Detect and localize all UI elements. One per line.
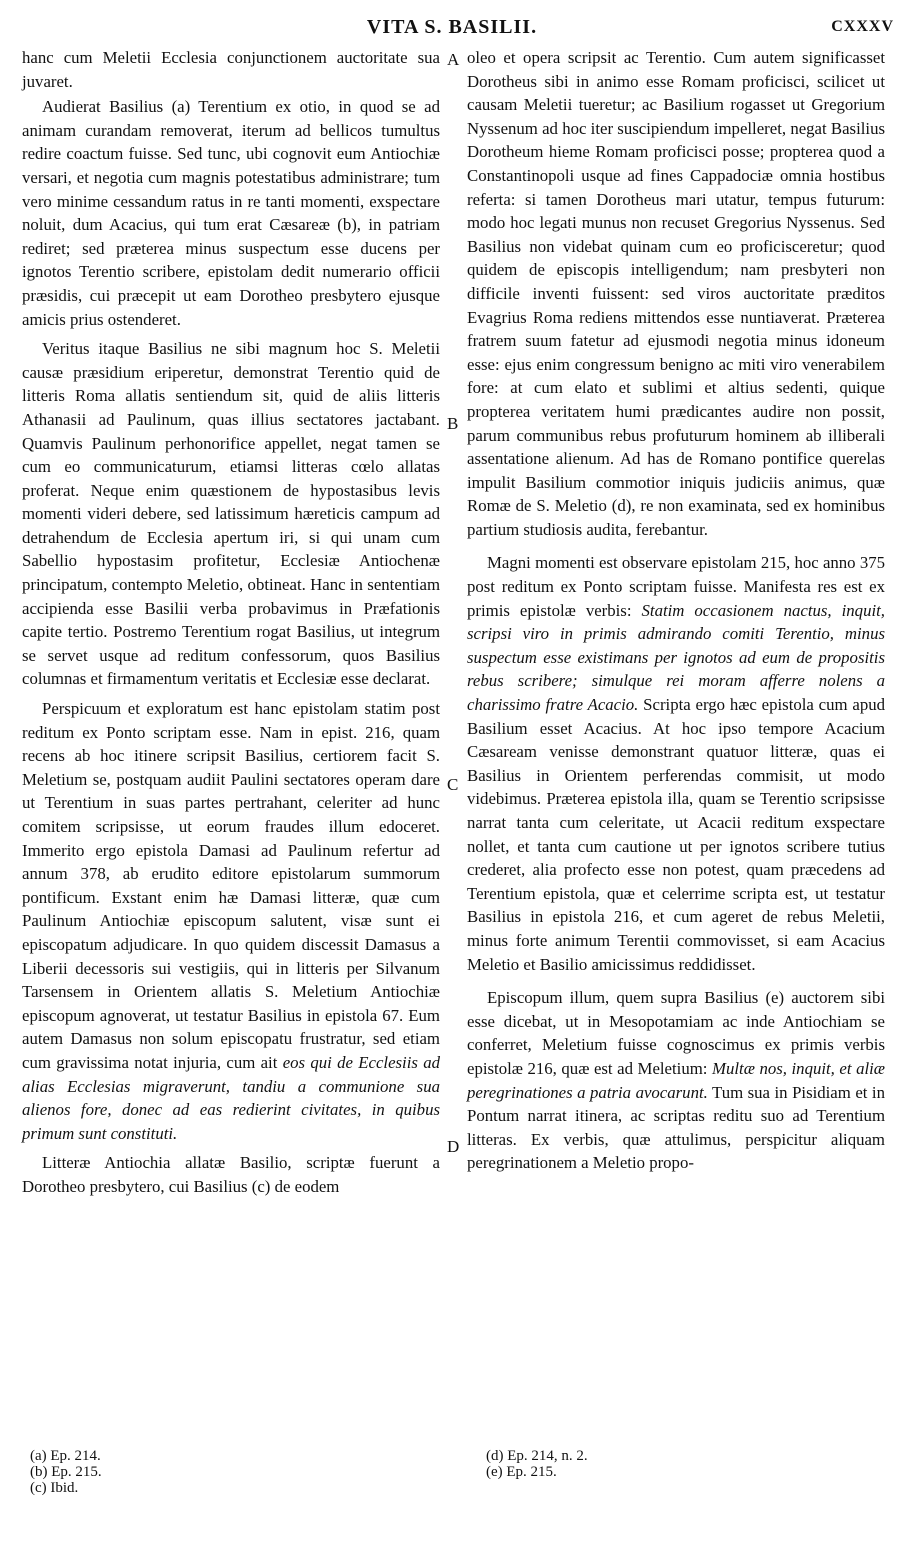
running-title: VITA S. BASILII. — [366, 16, 538, 38]
footnote: (d) Ep. 214, n. 2. — [486, 1448, 588, 1464]
left-column — [22, 46, 440, 1199]
page-header — [0, 16, 904, 42]
margin-marker-d: D — [447, 1137, 460, 1156]
footnote: (c) Ibid. — [30, 1480, 79, 1496]
right-paragraph-3 — [467, 986, 885, 1175]
margin-marker-c: C — [447, 775, 459, 794]
right-paragraph-2 — [467, 551, 885, 976]
right-paragraph-3-rest: Tum sua in Pisidiam et in Pontum narrat itinera, ac scriptas reditu suo ad Terentium litteras. Ex verbis, quæ attulimus, perspicitur aliquam peregrinationem a Meletio propo- — [467, 1082, 885, 1173]
footnotes-right — [486, 1448, 588, 1480]
right-paragraph-2-quote: Statim occasionem nactus, inquit, scripsi viro in primis admirando comiti Terentio, minus suspectum esse existimans per ignotos ad eum de propositis rebus scribere; simulque rei moram afferre nolens a charissimo fratre Acacio. — [467, 600, 885, 715]
footnote: (b) Ep. 215. — [30, 1464, 102, 1480]
left-paragraph-4-text: Perspicuum et exploratum est hanc epistolam statim post reditum ex Ponto scriptam esse. Nam in epist. 216, quam recens ab hoc itinere scripsit Basilius, certiorem facit S. Meletium se, postquam audiit Paulini sectatores operam dare ut Terentium in suas partes pertrahant, celeriter ad hunc comitem scripsisse, ut eorum fraudes illum edoceret. Immerito ergo epistola Damasi ad Paulinum refertur ad annum 378, ab erudito editore epistolarum summorum pontificum. Exstant enim hæ Damasi litteræ, quæ cum Paulinum Antiochiæ episcopum salutent, visæ sunt ei episcopatum adjudicare. In quo quidem discessit Damasus a Liberii decessoris sui vestigiis, qui in litteris per Silvanum Tarsensem in Orientem allatis S. Meletium Antiochiæ episcopum agnoverat, ut testatur Basilius in epistola 67. Eum autem Damasus non solum episcopatu frustratur, sed etiam cum gravissima notat injuria, cum ait — [22, 699, 440, 1072]
left-paragraph-3: Veritus itaque Basilius ne sibi magnum hoc S. Meletii causæ præsidium eriperetur, demonstrat Terentio quid de litteris Roma allatis sentiendum sit, quid de aliis litteris Athanasii ad Paulinum, quas illius sectatores jactabant. Quamvis Paulinum perhonorifice appellet, negat tamen se cum eo communicaturum, etiamsi litteras cœlo allatas proferat. Neque enim quæstionem de hypostasibus levis momenti videri debere, sed latissimum hæreticis campum ad detrahendum de Ecclesia apertum iri, si qui unam cum Sabellio hypostasim profitetur, Ecclesiæ Antiochenæ principatum, contempto Meletio, obtineat. Hanc in sententiam accipienda esse Basilii verba probavimus in Præfationis capite tertio. Postremo Terentium rogat Basilius, ut integrum se servet usque ad reditum confessorum, quos Basilius columnas et firmamentum veritatis et Ecclesiæ esse declarat. — [22, 339, 440, 689]
right-paragraph-3-quote: Multæ nos, inquit, et aliæ peregrinationes a patria avocarunt. — [467, 1058, 885, 1102]
footnote: (a) Ep. 214. — [30, 1448, 101, 1464]
left-paragraph-1: hanc cum Meletii Ecclesia conjunctionem auctoritate sua juvaret. — [22, 48, 440, 91]
left-paragraph-2: Audierat Basilius (a) Terentium ex otio, in quod se ad animam curandam removerat, iterum ad bellicos tumultus redire coactum fuisse. Sed tunc, ubi cognovit eum Antiochiæ versari, et negotia cum magnis potestatibus administrare; tum vero minime cessandum ratus in re tanti momenti, exspectare noluit, dum Acacius, qui tum erat Cæsareæ (b), in patriam rediret; sed præterea minus suspectum esse ducens per ignotos Terentio scribere, epistolam dedit numerario officii præsidis, cui præcepit ut eam Dorotheo presbytero ejusque amicis prius ostenderet. — [22, 97, 440, 329]
left-paragraph-4 — [22, 697, 440, 1145]
right-paragraph-3-intro: Episcopum illum, quem supra Basilius (e) auctorem sibi esse dicebat, ut in Mesopotamiam ac inde Antiochiam se conferret, Meletium fuisse cognoscimus ex primis verbis epistolæ 216, quæ est ad Meletium: — [467, 988, 885, 1078]
page-number: CXXXV — [831, 18, 894, 35]
right-paragraph-2-rest: Scripta ergo hæc epistola cum apud Basilium esset Acacius. At hoc ipso tempore Acacium Cæsaream venisse demonstrant quatuor litteræ, quas ei Basilius in Orientem perferendas commisit, ut modo videbimus. Præterea epistola illa, quam se Terentio scripsisse narrat tanta cum celeritate, ut Acacii reditum exspectare nollet, et tanta cum cautione ut per ignotos scribere tutius crederet, alia profecto esse non potest, quam præcedens ad Terentium epistola, quæ et celerrime scripta est, ut testatur Basilius in epistola 216, et cum ageret de rebus Meletii, minus forte animum Terentii commovisset, si eam Acacius Meletio et Basilio amicissimus reddidisset. — [467, 695, 885, 974]
left-paragraph-4-quote: eos qui de Ecclesiis ad alias Ecclesias migraverunt, tandiu a communione sua alienos fore, donec ad eas redierint civitates, in quibus primum sunt constituti. — [22, 1052, 441, 1143]
left-paragraph-5: Litteræ Antiochia allatæ Basilio, scriptæ fuerunt a Dorotheo presbytero, cui Basilius (c) de eodem — [22, 1153, 440, 1196]
right-paragraph-1: oleo et opera scripsit ac Terentio. Cum autem significasset Dorotheus sibi in animo esse Romam proficisci, scilicet ut causam Meletii tueretur; ac Basilium rogasset ut Gregorium Nyssenum ad hoc iter suscipiendum impelleret, negat Basilius Dorotheum hieme Romam proficisci posse; propterea quod a Constantinopoli usque ad fines Cappadociæ omnia hostibus referta: si tamen Dorotheus mari utatur, tempus futurum: modo hoc legati munus non recuset Gregorius Nyssenus. Sed Basilius non videbat quinam cum eo proficisceretur; quod quidem de episcopis intelligendum; nam presbyteri non difficile inventi fuissent: sed viros auctoritate præditos Evagrius Roma rediens mittendos esse nuntiaverat. Præterea fratrem suum fatetur ad ejusmodi negotia minus idoneum esse: ejus enim congressum benigno ac miti viro venerabilem fore: at cum elato et sublimi et altius sedenti, quique propterea veritatem humi prædicantes audire non possit, parum communibus rebus profuturum hominem ab illiberali assentatione alienum. Ad has de Romano pontifice querelas impulit Basilium commotior iniquis judiciis animus, quæ Romæ de S. Meletio (d), re non examinata, sed ex hominibus partium studiosis audita, ferebantur. — [467, 48, 885, 539]
right-column — [467, 46, 885, 1175]
footnotes-left — [30, 1448, 102, 1496]
margin-marker-b: B — [447, 414, 459, 433]
footnote: (e) Ep. 215. — [486, 1464, 557, 1480]
margin-marker-a: A — [447, 50, 460, 69]
right-paragraph-2-intro: Magni momenti est observare epistolam 215, hoc anno 375 post reditum ex Ponto scriptam fuisse. Manifesta res est ex primis epistolæ verbis: — [467, 553, 885, 620]
